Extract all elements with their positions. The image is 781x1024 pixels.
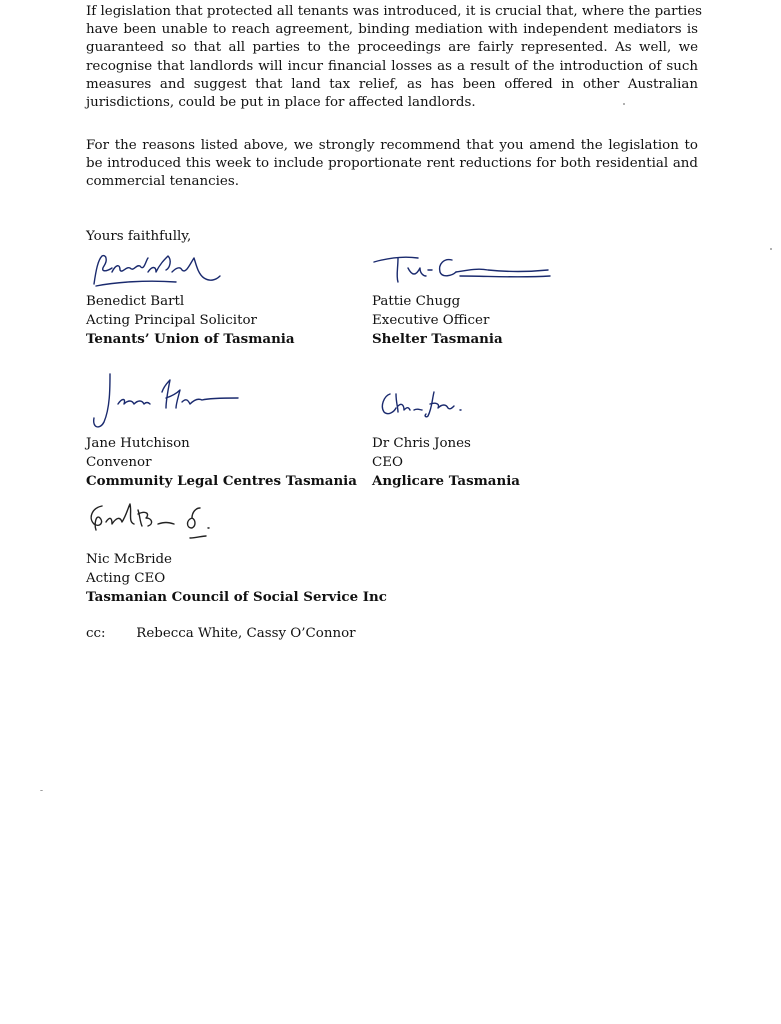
signatory-org: Anglicare Tasmania <box>372 473 520 489</box>
paragraph-line: For the reasons listed above, we strongly recommend that you amend the legislation to <box>86 138 698 153</box>
signatory-org: Tasmanian Council of Social Service Inc <box>86 589 387 605</box>
scan-speck <box>770 248 772 250</box>
paragraph-line: jurisdictions, could be put in place for affected landlords. <box>86 95 476 111</box>
scan-speck <box>623 103 625 105</box>
signatory-title: Acting CEO <box>86 571 166 586</box>
signatory-name: Jane Hutchison <box>86 436 190 451</box>
paragraph-line: have been unable to reach agreement, binding mediation with independent mediators is <box>86 22 698 38</box>
signatory-block <box>372 434 520 491</box>
signatory-title: Acting Principal Solicitor <box>86 313 257 328</box>
signatory-title: Convenor <box>86 455 152 470</box>
signature-benedict-bartl <box>86 250 226 292</box>
signature-jane-hutchison <box>80 368 250 434</box>
signatory-block <box>86 434 357 491</box>
paragraph-line: be introduced this week to include proportionate rent reductions for both residential and <box>86 156 698 172</box>
signatory-org: Tenants’ Union of Tasmania <box>86 331 295 347</box>
signatory-title: Executive Officer <box>372 313 490 328</box>
cc-recipients: Rebecca White, Cassy O’Connor <box>136 626 356 641</box>
paragraph-land-tax <box>86 3 703 112</box>
paragraph-line: If legislation that protected all tenants was introduced, it is crucial that, where the parties <box>86 4 703 19</box>
signatory-name: Dr Chris Jones <box>372 436 471 451</box>
paragraph-line: commercial tenancies. <box>86 174 239 190</box>
signatory-block <box>372 292 503 349</box>
closing-salutation: Yours faithfully, <box>86 229 192 244</box>
paragraph-line: recognise that landlords will incur financial losses as a result of the introduction of such <box>86 58 698 74</box>
paragraph-line: guaranteed so that all parties to the proceedings are fairly represented. As well, we <box>86 40 698 56</box>
scan-speck <box>40 790 43 791</box>
signatory-block <box>86 550 387 607</box>
signatory-org: Shelter Tasmania <box>372 331 503 347</box>
signatory-name: Benedict Bartl <box>86 294 185 309</box>
signatory-org: Community Legal Centres Tasmania <box>86 473 357 489</box>
cc-line <box>86 626 356 641</box>
signatory-title: CEO <box>372 455 403 470</box>
paragraph-recommendation <box>86 137 698 192</box>
signature-pattie-chugg <box>368 246 558 288</box>
signatory-name: Nic McBride <box>86 552 172 567</box>
signatory-name: Pattie Chugg <box>372 294 461 309</box>
signature-nic-mcbride <box>84 498 224 544</box>
signatory-block <box>86 292 295 349</box>
paragraph-line: measures and suggest that land tax relief, as has been offered in other Australian <box>86 76 698 92</box>
cc-label: cc: <box>86 626 106 641</box>
signature-chris-jones <box>376 386 466 420</box>
